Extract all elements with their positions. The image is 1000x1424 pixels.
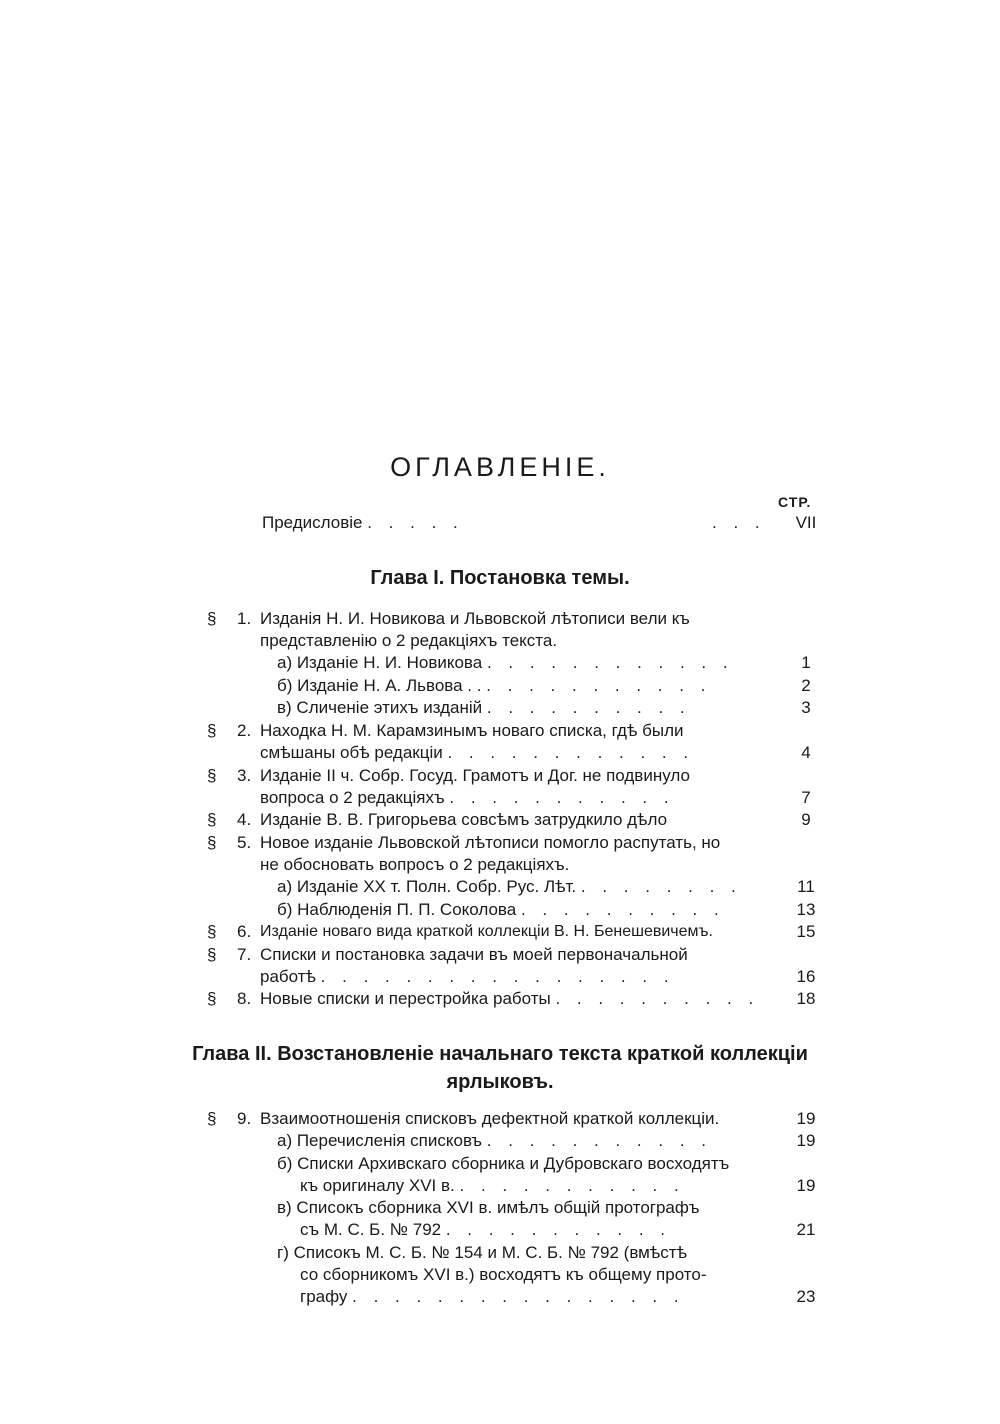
leader-dots: . . . bbox=[712, 513, 766, 532]
toc-entry-text[interactable]: Новое изданiе Львовской лѣтописи помогло распутать, но bbox=[260, 833, 721, 852]
toc-entry-text[interactable]: представленiю о 2 редакцiяхъ текста. bbox=[260, 631, 558, 650]
leader-dots: . . . . . . . . bbox=[580, 877, 742, 896]
toc-subentry[interactable]: г) Списокъ М. С. Б. № 154 и М. С. Б. № 792 (вмѣстѣ bbox=[277, 1243, 687, 1262]
section-number: 9. bbox=[237, 1109, 252, 1128]
section-sign: § bbox=[207, 922, 217, 941]
toc-subentry[interactable]: б) Изданiе Н. А. Львова . . . . . . . . . . . . . bbox=[277, 676, 712, 695]
section-sign: § bbox=[207, 609, 217, 628]
toc-entry-text[interactable]: вопроса о 2 редакцiяхъ . . . . . . . . . . . bbox=[260, 788, 675, 807]
toc-page-number: 16 bbox=[796, 967, 816, 986]
toc-page-number: VII bbox=[795, 513, 817, 532]
toc-subentry[interactable]: а) Изданiе XX т. Полн. Собр. Рус. Лѣт. . . . . . . . . bbox=[277, 877, 742, 896]
page-title: ОГЛАВЛЕНIЕ. bbox=[390, 452, 610, 482]
section-sign: § bbox=[207, 721, 217, 740]
leader-dots: . . . . . . . . . . . . bbox=[486, 653, 734, 672]
toc-page-number: 13 bbox=[796, 900, 816, 919]
toc-page-number: 1 bbox=[801, 653, 811, 672]
section-number: 6. bbox=[237, 922, 252, 941]
toc-page-number: 21 bbox=[796, 1220, 816, 1239]
toc-page-number: 15 bbox=[796, 922, 816, 941]
toc-entry-text[interactable]: Взаимоотношенiя списковъ дефектной краткой коллекцiи. bbox=[260, 1109, 720, 1128]
toc-subentry[interactable]: в) Сличенiе этихъ изданiй . . . . . . . . . . bbox=[277, 698, 691, 717]
toc-subentry[interactable]: а) Изданiе Н. И. Новикова . . . . . . . . . . . . bbox=[277, 653, 734, 672]
leader-dots: . . . . . . . . . . . . . . . . bbox=[352, 1287, 685, 1306]
section-number: 7. bbox=[237, 945, 252, 964]
toc-entry-text[interactable]: Изданiя Н. И. Новикова и Львовской лѣтописи вели къ bbox=[260, 609, 690, 628]
toc-entry-text[interactable]: работѣ . . . . . . . . . . . . . . . . . bbox=[260, 967, 675, 986]
leader-dots: . . . . . . . . . . . bbox=[486, 676, 712, 695]
section-sign: § bbox=[207, 833, 217, 852]
toc-page-number: 18 bbox=[796, 989, 816, 1008]
toc-entry-text[interactable]: Изданiе В. В. Григорьева совсѣмъ затрудкило дѣло bbox=[260, 810, 668, 829]
section-number: 8. bbox=[237, 989, 252, 1008]
toc-page-number: 9 bbox=[801, 810, 811, 829]
toc-subentry[interactable]: б) Наблюденiя П. П. Соколова . . . . . . . . . . bbox=[277, 900, 725, 919]
section-sign: § bbox=[207, 1109, 217, 1128]
toc-entry-text[interactable]: Изданiе новаго вида краткой коллекцiи В. Н. Бенешевичемъ. bbox=[260, 923, 713, 940]
toc-entry-text[interactable]: Списки и постановка задачи въ моей первоначальной bbox=[260, 945, 688, 964]
toc-subentry[interactable]: в) Списокъ сборника XVI в. имѣлъ общiй протографъ bbox=[277, 1198, 700, 1217]
chapter-heading-continued: ярлыковъ. bbox=[446, 1071, 554, 1093]
leader-dots: . . . . . . . . . . . bbox=[445, 1220, 672, 1239]
leader-dots: . . . . . . . . . . . . bbox=[447, 743, 695, 762]
section-sign: § bbox=[207, 945, 217, 964]
page-column-label: СТР. bbox=[778, 494, 812, 510]
section-number: 2. bbox=[237, 721, 252, 740]
leader-dots: . . . . . . . . . . bbox=[555, 989, 760, 1008]
toc-subentry[interactable]: съ М. С. Б. № 792 . . . . . . . . . . . bbox=[300, 1220, 672, 1239]
leader-dots: . . . . . . . . . . . bbox=[459, 1176, 685, 1195]
toc-page-number: 19 bbox=[796, 1109, 816, 1128]
toc-subentry[interactable]: со сборникомъ XVI в.) восходятъ къ общему прото- bbox=[300, 1265, 707, 1284]
toc-page-number: 19 bbox=[796, 1131, 816, 1150]
section-sign: § bbox=[207, 766, 217, 785]
toc-page-number: 4 bbox=[801, 743, 811, 762]
toc-subentry[interactable]: б) Списки Архивскаго сборника и Дубровскаго восходятъ bbox=[277, 1154, 730, 1173]
leader-dots: . . . . . . . . . . . bbox=[449, 788, 675, 807]
toc-preface[interactable] bbox=[262, 512, 464, 534]
toc-page-number: 3 bbox=[801, 698, 811, 717]
toc-subentry[interactable]: къ оригиналу XVI в. . . . . . . . . . . . bbox=[300, 1176, 685, 1195]
section-sign: § bbox=[207, 810, 217, 829]
section-number: 3. bbox=[237, 766, 252, 785]
toc-entry-text[interactable]: Изданiе II ч. Собр. Госуд. Грамотъ и Дог. не подвинуло bbox=[260, 766, 690, 785]
section-sign: § bbox=[207, 989, 217, 1008]
leader-dots: . . . . . bbox=[367, 513, 464, 532]
section-number: 5. bbox=[237, 833, 252, 852]
chapter-heading: Глава I. Постановка темы. bbox=[370, 567, 630, 589]
leader-dots: . . . . . . . . . . bbox=[520, 900, 725, 919]
toc-page-number: 2 bbox=[801, 676, 811, 695]
toc-entry-text[interactable]: Находка Н. М. Карамзинымъ новаго списка, гдѣ были bbox=[260, 721, 684, 740]
section-number: 4. bbox=[237, 810, 252, 829]
toc-preface-label: Предисловiе bbox=[262, 513, 363, 532]
toc-page-number: 23 bbox=[796, 1287, 816, 1306]
leader-dots: . . . . . . . . . . bbox=[486, 698, 691, 717]
toc-subentry[interactable]: графу . . . . . . . . . . . . . . . . bbox=[300, 1287, 685, 1306]
chapter-heading: Глава II. Возстановленiе начальнаго текста краткой коллекцiи bbox=[192, 1043, 808, 1065]
leader-dots: . . . . . . . . . . . bbox=[486, 1131, 712, 1150]
toc-entry-text[interactable]: смѣшаны обѣ редакцiи . . . . . . . . . . . . bbox=[260, 743, 695, 762]
toc-page-number: 7 bbox=[801, 788, 811, 807]
toc-entry-text[interactable]: не обосновать вопросъ о 2 редакцiяхъ. bbox=[260, 855, 570, 874]
toc-subentry[interactable]: а) Перечисленiя списковъ . . . . . . . . . . . bbox=[277, 1131, 712, 1150]
toc-page-number: 11 bbox=[797, 877, 815, 896]
toc-entry-text[interactable]: Новые списки и перестройка работы . . . . . . . . . . bbox=[260, 989, 760, 1008]
toc-page-number: 19 bbox=[796, 1176, 816, 1195]
leader-dots: . . . . . . . . . . . . . . . . . bbox=[320, 967, 675, 986]
section-number: 1. bbox=[237, 609, 252, 628]
